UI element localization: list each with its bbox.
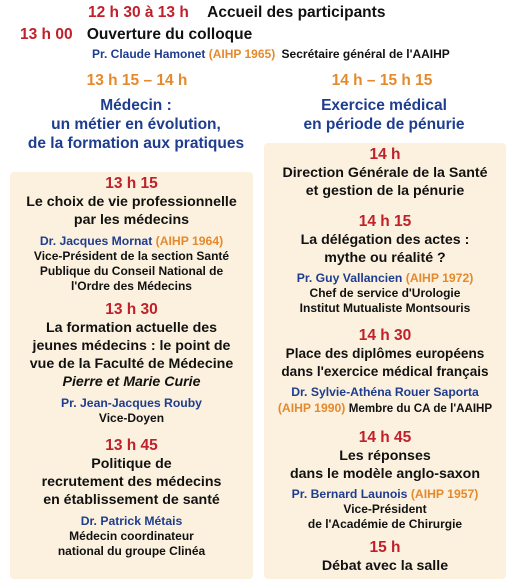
- speaker-role: Médecin coordinateur national du groupe Clinéa: [57, 529, 206, 558]
- speaker-role: Vice-Président de l'Académie de Chirurgie: [307, 502, 463, 531]
- session-13h45: [10, 436, 253, 559]
- heading-line: Médecin :: [100, 97, 172, 114]
- session-time: 15 h: [369, 539, 401, 556]
- speaker-role: Chef de service d'Urologie Institut Mutualiste Montsouris: [299, 286, 471, 315]
- session-title: Place des diplômes européens dans l'exercice médical français: [281, 346, 489, 379]
- session-time: 13 h 15: [105, 175, 158, 192]
- session-14h15: [264, 212, 506, 316]
- session-14h30: [264, 326, 506, 417]
- session-time: 14 h 30: [358, 327, 412, 344]
- speaker-role: Vice-Président de la section Santé Publique du Conseil National de l'Ordre des Médecins: [33, 249, 230, 293]
- intro-time: 13 h 00: [20, 26, 73, 43]
- session-title: Les réponses dans le modèle anglo-saxon: [289, 448, 480, 482]
- speaker-role: Vice-Doyen: [98, 411, 165, 425]
- session-speaker: Pr. Bernard Launois (AIHP 1957): [291, 487, 479, 501]
- session-time: 14 h: [369, 146, 401, 163]
- right-column-time: 14 h – 15 h 15: [331, 72, 433, 89]
- session-title: Politique de recrutement des médecins en établissement de santé: [41, 456, 222, 508]
- intro-row-welcome: [88, 4, 385, 22]
- left-column-heading: [0, 96, 272, 153]
- heading-line: de la formation aux pratiques: [27, 135, 245, 152]
- session-speaker-affiliation: (AIHP 1990) Membre du CA de l'AAIHP: [277, 401, 493, 415]
- session-14h: [264, 145, 506, 200]
- session-time: 13 h 30: [105, 301, 158, 318]
- speaker-role: Secrétaire général de l'AAIHP: [281, 47, 450, 61]
- session-title: Direction Générale de la Santé et gestion de la pénurie: [282, 165, 488, 199]
- session-title: Le choix de vie professionnelle par les médecins: [26, 194, 237, 228]
- session-speaker: Dr. Jacques Mornat (AIHP 1964): [39, 234, 224, 248]
- heading-line: un métier en évolution,: [51, 116, 221, 133]
- left-column-time: 13 h 15 – 14 h: [86, 72, 188, 89]
- session-time: 14 h 15: [358, 213, 412, 230]
- aihp-badge: (AIHP 1965): [208, 47, 276, 61]
- session-title: La délégation des actes : mythe ou réalité ?: [300, 232, 470, 266]
- session-speaker: Dr. Patrick Métais: [80, 514, 183, 528]
- session-title: Débat avec la salle: [321, 558, 449, 574]
- intro-time: 12 h 30 à 13 h: [88, 4, 189, 21]
- session-speaker: Pr. Jean-Jacques Rouby: [61, 396, 202, 410]
- session-speaker: Dr. Sylvie-Athéna Rouer Saporta: [291, 385, 479, 399]
- heading-line: Exercice médical: [321, 97, 447, 114]
- session-13h15: [10, 174, 253, 294]
- opening-speaker: [92, 47, 450, 61]
- intro-label: Accueil des participants: [207, 4, 386, 21]
- speaker-name: Pr. Claude Hamonet: [92, 47, 206, 61]
- session-14h45: [264, 428, 506, 532]
- heading-line: en période de pénurie: [303, 116, 465, 133]
- session-13h30: [10, 300, 253, 426]
- session-15h: [264, 538, 506, 575]
- session-title: La formation actuelle des jeunes médecins : le point de vue de la Faculté de Médecine Pierre et Marie Curie: [29, 320, 234, 390]
- session-speaker: Pr. Guy Vallancien (AIHP 1972): [296, 271, 474, 285]
- session-time: 14 h 45: [358, 429, 412, 446]
- intro-label: Ouverture du colloque: [86, 26, 253, 43]
- intro-row-opening: [20, 26, 252, 44]
- session-time: 13 h 45: [105, 437, 158, 454]
- right-column-heading: [262, 96, 506, 134]
